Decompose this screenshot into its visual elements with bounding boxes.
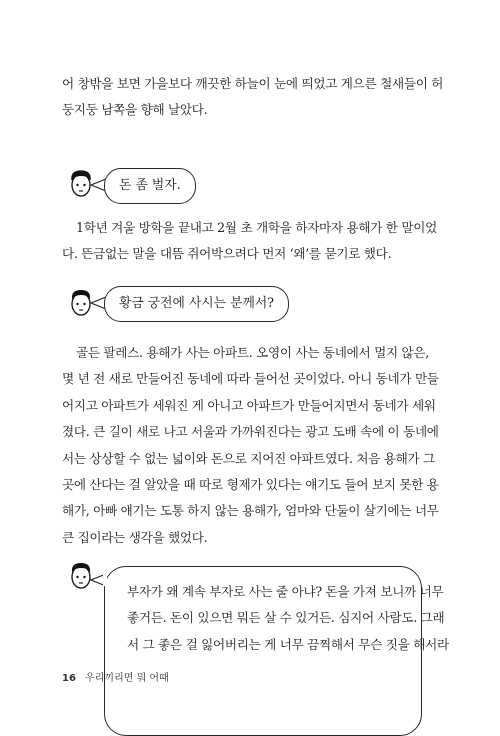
- speech-bubble-3: [104, 566, 449, 736]
- paragraph-2: [62, 215, 440, 268]
- text-line: 서는 상상할 수 없는 넓이와 돈으로 지어진 아파트였다. 처음 용해가 그: [62, 450, 435, 466]
- text-line: 큰 집이라는 생각을 했었다.: [62, 529, 208, 545]
- text-line: 어지고 아파트가 세워진 게 아니고 아파트가 만들어지면서 동네가 세워: [62, 397, 436, 413]
- text-line: 곳에 산다는 걸 알았을 때 따로 형제가 있다는 얘기도 들어 보지 못한 용: [62, 477, 439, 493]
- speech-text-line: 좋거든. 돈이 있으면 뭐든 살 수 있거든. 심지어 사람도. 그래: [127, 610, 445, 626]
- speech-text-line: 부자가 왜 계속 부자로 사는 줄 아냐? 돈을 가져 보니까 너무: [127, 584, 444, 599]
- text-line: 둥지둥 남쪽을 향해 날았다.: [62, 102, 208, 118]
- text-line: 어 창밖을 보면 가을보다 깨끗한 하늘이 눈에 띄었고 게으른 철새들이 허: [62, 76, 444, 91]
- paragraph-1: [62, 71, 444, 124]
- page-number: 16: [62, 673, 76, 684]
- tail-joint: [103, 574, 107, 586]
- speech-text-line: 서 그 좋은 걸 잃어버리는 게 너무 끔찍해서 무슨 짓을 해서라: [127, 636, 449, 652]
- page-footer: [62, 669, 169, 684]
- book-title: 우리끼리면 뭐 어때: [85, 673, 169, 684]
- text-line: 해가, 아빠 얘기는 도통 하지 않는 용해가, 엄마와 단둘이 살기에는 너무: [62, 503, 439, 519]
- text-line: 졌다. 큰 길이 새로 나고 서울과 가까워진다는 광고 도배 속에 이 동네에: [62, 424, 439, 440]
- text-line: 1학년 겨울 방학을 끝내고 2월 초 개학을 하자마자 용해가 한 말이었: [76, 220, 437, 235]
- text-line: 몇 년 전 새로 만들어진 동네에 따라 들어선 곳이었다. 아니 동네가 만들: [62, 371, 439, 387]
- paragraph-3: [62, 340, 440, 551]
- speech-text: 돈 좀 벌자.: [119, 178, 181, 193]
- speech-bubble-1: [104, 168, 196, 204]
- speech-text: 황금 궁전에 사시는 분께서?: [119, 296, 275, 311]
- text-line: 다. 뜬금없는 말을 대뜸 쥐어박으려다 먼저 ‘왜’를 묻기로 했다.: [62, 246, 392, 262]
- text-line: 골든 팔레스. 용해가 사는 아파트. 오영이 사는 동네에서 멀지 않은,: [76, 345, 429, 360]
- speech-bubble-2: [104, 286, 289, 322]
